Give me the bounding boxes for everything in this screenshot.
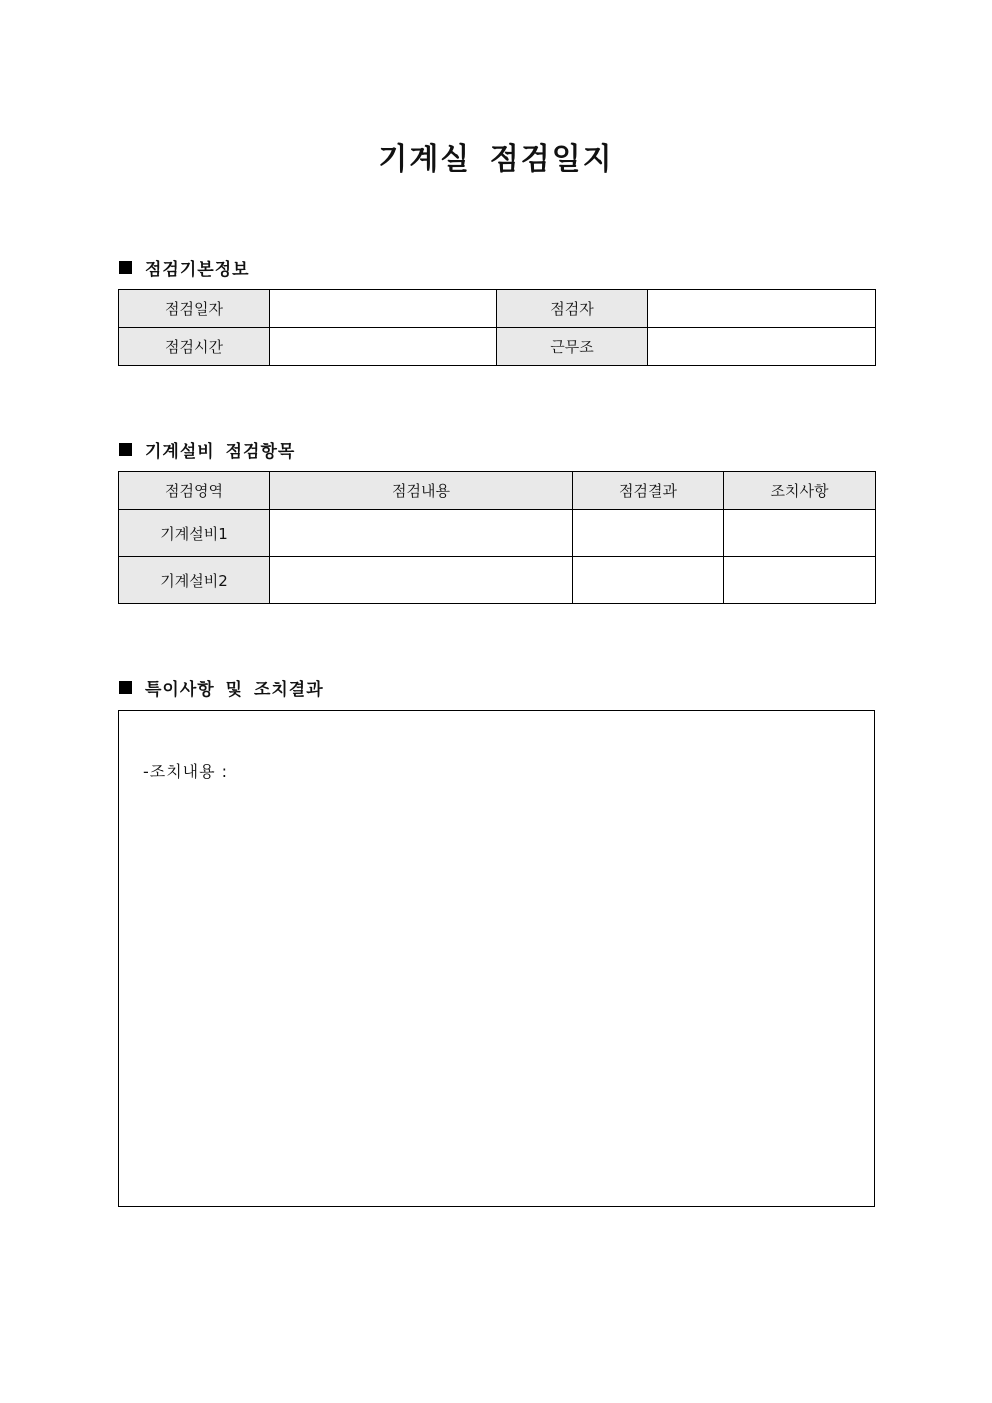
section-heading-label: 기계설비 점검항목 <box>145 442 296 462</box>
table-row <box>119 510 876 557</box>
square-bullet-icon <box>119 261 132 274</box>
result-field[interactable] <box>573 557 724 604</box>
section-heading-basic-info <box>119 255 250 280</box>
column-header-area: 점검영역 <box>119 472 270 510</box>
section-heading-label: 점검기본정보 <box>145 260 250 280</box>
section-heading-notes <box>119 675 324 700</box>
column-header-content: 점검내용 <box>270 472 573 510</box>
inspection-time-field[interactable] <box>270 328 497 366</box>
section-heading-label: 특이사항 및 조치결과 <box>145 680 324 700</box>
document-title: 기계실 점검일지 <box>378 142 614 177</box>
result-field[interactable] <box>573 510 724 557</box>
square-bullet-icon <box>119 681 132 694</box>
row-label-equipment-2: 기계설비2 <box>119 557 270 604</box>
table-row <box>119 557 876 604</box>
basic-info-table <box>118 289 876 366</box>
table-header-row <box>119 472 876 510</box>
table-row <box>119 290 876 328</box>
content-field[interactable] <box>270 510 573 557</box>
label-inspection-time: 점검시간 <box>119 328 270 366</box>
action-field[interactable] <box>724 557 876 604</box>
equipment-table <box>118 471 876 604</box>
column-header-result: 점검결과 <box>573 472 724 510</box>
square-bullet-icon <box>119 443 132 456</box>
table-row <box>119 328 876 366</box>
shift-field[interactable] <box>648 328 876 366</box>
inspector-field[interactable] <box>648 290 876 328</box>
notes-textarea[interactable] <box>118 710 875 1207</box>
label-inspection-date: 점검일자 <box>119 290 270 328</box>
row-label-equipment-1: 기계설비1 <box>119 510 270 557</box>
inspection-date-field[interactable] <box>270 290 497 328</box>
column-header-action: 조치사항 <box>724 472 876 510</box>
label-shift: 근무조 <box>497 328 648 366</box>
content-field[interactable] <box>270 557 573 604</box>
action-field[interactable] <box>724 510 876 557</box>
section-heading-equipment <box>119 437 295 462</box>
notes-action-line: -조치내용 : <box>143 762 229 781</box>
label-inspector: 점검자 <box>497 290 648 328</box>
